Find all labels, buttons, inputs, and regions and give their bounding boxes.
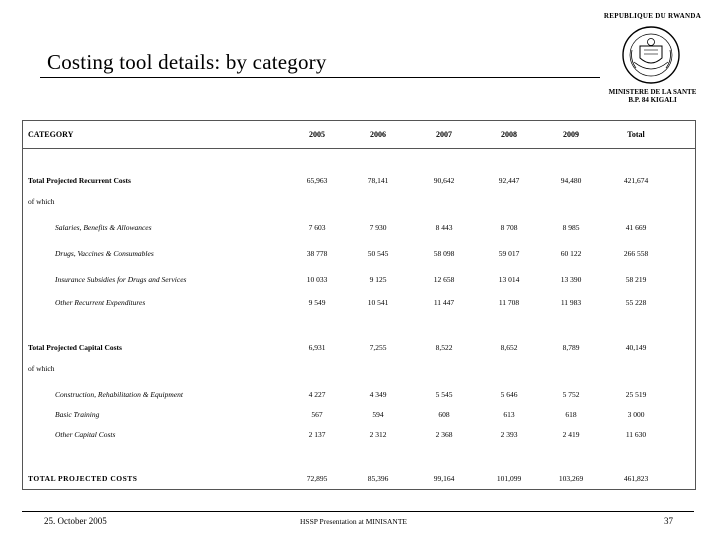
row-label-insurance: Insurance Subsidies for Drugs and Services: [55, 275, 187, 284]
row-label-salaries: Salaries, Benefits & Allowances: [55, 223, 152, 232]
table-cell: 10 033: [306, 275, 328, 284]
row-label-of-which: of which: [28, 364, 55, 373]
table-header-divider: [23, 148, 695, 149]
ministry-address: B.P. 84 KIGALI: [628, 96, 677, 104]
table-cell: 90,642: [433, 176, 455, 185]
column-header-2008: 2008: [501, 130, 517, 139]
table-cell: 2 137: [308, 430, 326, 439]
table-cell: 50 545: [367, 249, 389, 258]
column-header-2009: 2009: [563, 130, 579, 139]
table-cell: 5 752: [562, 390, 580, 399]
table-cell: 12 658: [433, 275, 455, 284]
row-label-drugs: Drugs, Vaccines & Consumables: [55, 249, 154, 258]
table-cell: 10 541: [367, 298, 389, 307]
table-cell: 13 390: [560, 275, 582, 284]
column-header-2005: 2005: [309, 130, 325, 139]
table-cell: 3 000: [627, 410, 645, 419]
table-cell: 38 778: [306, 249, 328, 258]
table-cell: 8 985: [562, 223, 580, 232]
row-label-construction: Construction, Rehabilitation & Equipment: [55, 390, 183, 399]
title-underline: [40, 77, 600, 78]
row-label-capital-total: Total Projected Capital Costs: [28, 343, 122, 352]
table-cell: 11 630: [625, 430, 647, 439]
table-cell: 2 393: [500, 430, 518, 439]
table-cell: 266 558: [623, 249, 649, 258]
column-header-2007: 2007: [436, 130, 452, 139]
table-cell: 40,149: [625, 343, 647, 352]
table-cell: 11 708: [498, 298, 520, 307]
table-cell: 8 443: [435, 223, 453, 232]
table-cell: 11 983: [560, 298, 582, 307]
table-cell: 618: [565, 410, 577, 419]
row-label-grand-total: TOTAL PROJECTED COSTS: [28, 474, 138, 483]
table-cell: 567: [311, 410, 323, 419]
table-cell: 5 646: [500, 390, 518, 399]
page-title: Costing tool details: by category: [47, 50, 327, 74]
table-cell: 103,269: [558, 474, 584, 483]
table-cell: 58 098: [433, 249, 455, 258]
ministry-name: MINISTERE DE LA SANTE: [608, 88, 697, 96]
table-cell: 72,895: [306, 474, 328, 483]
table-cell: 8,652: [500, 343, 518, 352]
table-cell: 8,789: [562, 343, 580, 352]
table-cell: 2 312: [369, 430, 387, 439]
row-label-other-capital: Other Capital Costs: [55, 430, 116, 439]
table-cell: 85,396: [367, 474, 389, 483]
republic-label: REPUBLIQUE DU RWANDA: [603, 12, 702, 20]
table-cell: 7 603: [308, 223, 326, 232]
table-cell: 11 447: [433, 298, 455, 307]
table-cell: 6,931: [308, 343, 326, 352]
column-header-total: Total: [627, 130, 645, 139]
table-cell: 7,255: [369, 343, 387, 352]
table-cell: 59 017: [498, 249, 520, 258]
table-cell: 9 549: [308, 298, 326, 307]
table-cell: 60 122: [560, 249, 582, 258]
table-cell: 99,164: [433, 474, 455, 483]
table-cell: 25 519: [625, 390, 647, 399]
table-cell: 7 930: [369, 223, 387, 232]
table-cell: 594: [372, 410, 384, 419]
table-cell: 94,480: [560, 176, 582, 185]
table-cell: 5 545: [435, 390, 453, 399]
table-cell: 8,522: [435, 343, 453, 352]
table-cell: 13 014: [498, 275, 520, 284]
coat-of-arms-icon: [620, 24, 682, 86]
footer-presentation: HSSP Presentation at MINISANTE: [300, 517, 408, 526]
table-cell: 4 227: [308, 390, 326, 399]
table-cell: 608: [438, 410, 450, 419]
table-cell: 421,674: [623, 176, 649, 185]
table-cell: 41 669: [625, 223, 647, 232]
table-cell: 101,099: [496, 474, 522, 483]
column-header-category: CATEGORY: [28, 130, 74, 139]
table-cell: 92,447: [498, 176, 520, 185]
table-cell: 8 708: [500, 223, 518, 232]
footer-date: 25. October 2005: [44, 516, 107, 526]
table-cell: 55 228: [625, 298, 647, 307]
page-number: 37: [664, 516, 673, 526]
ministry-label: [590, 88, 715, 104]
table-cell: 2 368: [435, 430, 453, 439]
row-label-recurrent-total: Total Projected Recurrent Costs: [28, 176, 131, 185]
row-label-of-which: of which: [28, 197, 55, 206]
row-label-basic-training: Basic Training: [55, 410, 100, 419]
footer-divider: [22, 511, 694, 512]
table-cell: 78,141: [367, 176, 389, 185]
table-cell: 2 419: [562, 430, 580, 439]
table-cell: 461,823: [623, 474, 649, 483]
row-label-other-recurrent: Other Recurrent Expenditures: [55, 298, 146, 307]
table-cell: 4 349: [369, 390, 387, 399]
column-header-2006: 2006: [370, 130, 386, 139]
table-cell: 58 219: [625, 275, 647, 284]
table-cell: 65,963: [306, 176, 328, 185]
table-cell: 9 125: [369, 275, 387, 284]
table-cell: 613: [503, 410, 515, 419]
